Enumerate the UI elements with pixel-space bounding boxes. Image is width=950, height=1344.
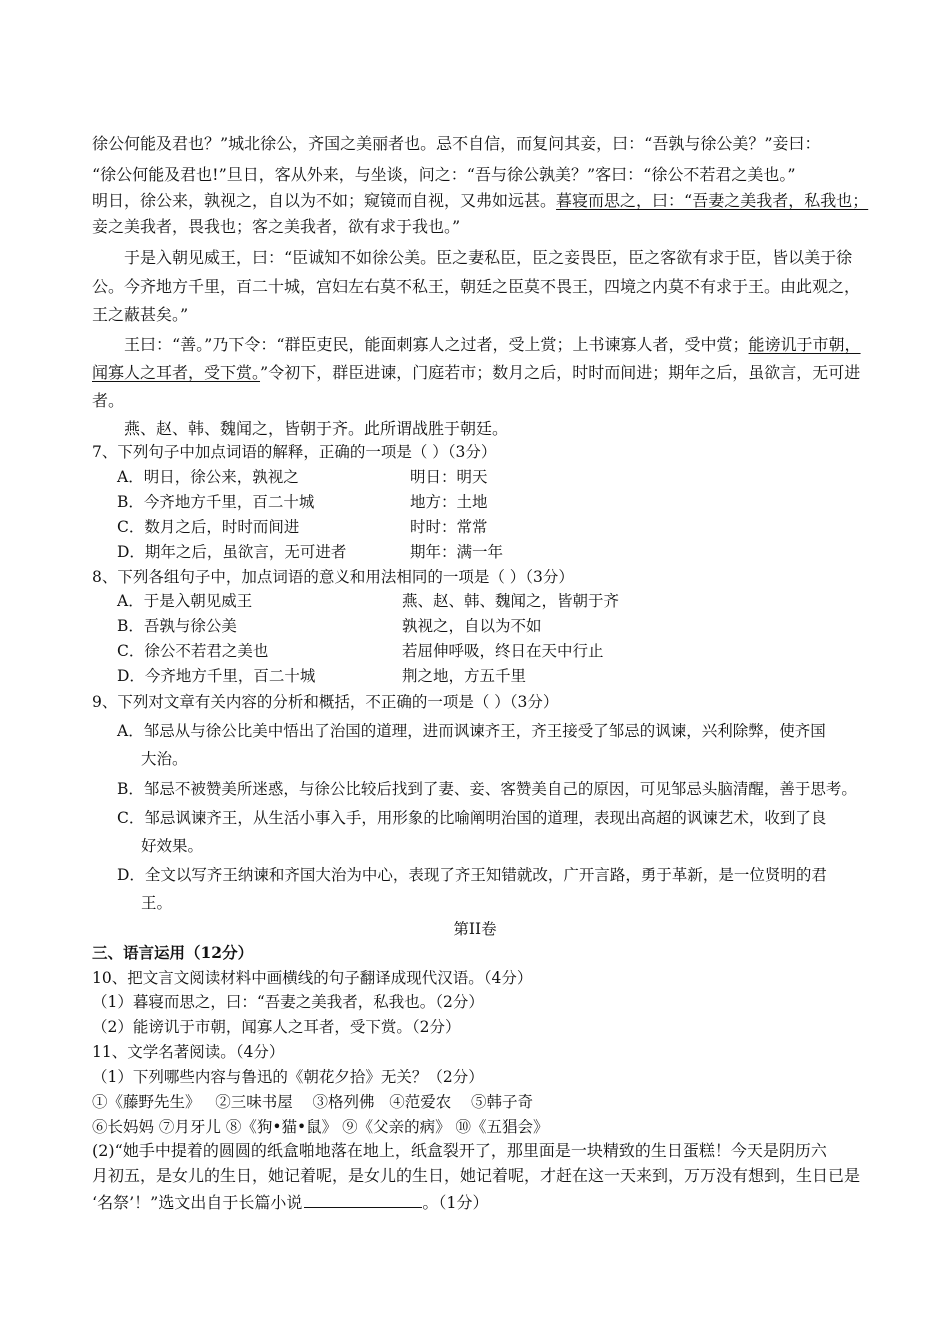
q10-sub-2: （2）能谤讥于市朝，闻寡人之耳者，受下赏。（2分） xyxy=(92,1018,461,1036)
underlined-sentence-2b: 闻寡人之耳者，受下赏。 xyxy=(92,363,261,382)
q8-option-b: B．吾孰与徐公美 孰视之，自以为不如 xyxy=(117,617,542,635)
q8-option-a: A．于是入朝见威王 燕、赵、韩、魏闻之，皆朝于齐 xyxy=(117,592,620,610)
q7-option-b: B．今齐地方千里，百二十城 地方：土地 xyxy=(117,493,488,511)
passage-line: 明日，徐公来，孰视之，自以为不如；窥镜而自视，又弗如远甚。暮寝而思之，曰：“吾妻之美我者，私我也； xyxy=(92,191,869,210)
passage-line: 者。 xyxy=(92,391,125,410)
underlined-sentence-2a: 能谤讥于市朝， xyxy=(748,335,861,354)
passage-line: 于是入朝见威王，曰：“臣诚知不如徐公美。臣之妻私臣，臣之妾畏臣，臣之客欲有求于臣，皆以美于徐 xyxy=(124,248,853,267)
q11-choices-row-1: ①《藤野先生》 ②三味书屋 ③格列佛 ④范爱农 ⑤韩子奇 xyxy=(92,1093,533,1111)
q8-option-c: C．徐公不若君之美也 若屈伸呼吸，终日在天中行止 xyxy=(117,642,604,660)
q10-sub-1: （1）暮寝而思之，曰：“吾妻之美我者，私我也。（2分） xyxy=(92,993,484,1011)
q9-option-a: A．邹忌从与徐公比美中悟出了治国的道理，进而讽谏齐王，齐王接受了邹忌的讽谏，兴利除弊，使齐国 xyxy=(117,722,826,740)
passage-line: 王之蔽甚矣。” xyxy=(92,305,189,324)
part-title: 第II卷 xyxy=(453,920,497,938)
q9-option-d: D．全文以写齐王纳谏和齐国大治为中心，表现了齐王知错就改，广开言路，勇于革新，是一位贤明的君 xyxy=(117,866,827,884)
q11-sub-1: （1）下列哪些内容与鲁迅的《朝花夕拾》无关？（2分） xyxy=(92,1068,484,1086)
q8-option-d: D．今齐地方千里，百二十城 荆之地，方五千里 xyxy=(117,667,527,685)
q11-choices-row-2: ⑥长妈妈 ⑦月牙儿 ⑧《狗•猫•鼠》 ⑨《父亲的病》 ⑩《五猖会》 xyxy=(92,1118,549,1136)
q11-sub-2-line: (2)“她手中提着的圆圆的纸盒啪地落在地上，纸盒裂开了，那里面是一块精致的生日蛋糕！今天是阴历六 xyxy=(92,1141,827,1160)
q9-option-b: B．邹忌不被赞美所迷惑，与徐公比较后找到了妻、妾、客赞美自己的原因，可见邹忌头脑清醒，善于思考。 xyxy=(117,780,857,798)
passage-line: 妾之美我者，畏我也；客之美我者，欲有求于我也。” xyxy=(92,217,461,236)
passage-line: 王曰：“善。”乃下令：“群臣吏民，能面刺寡人之过者，受上赏；上书谏寡人者，受中赏；能谤讥于市朝， xyxy=(124,335,861,354)
q9-option-c: C．邹忌讽谏齐王，从生活小事入手，用形象的比喻阐明治国的道理，表现出高超的讽谏艺术，收到了良 xyxy=(117,809,827,827)
q9-option-d-cont: 王。 xyxy=(141,894,173,912)
q11-sub-2-line: ‘名祭’！”选文出自于长篇小说 。（1分） xyxy=(92,1193,489,1212)
passage-line: 徐公何能及君也？”城北徐公，齐国之美丽者也。忌不自信，而复问其妾，曰：“吾孰与徐公美？”妾曰： xyxy=(92,134,821,153)
q8-stem: 8、下列各组句子中，加点词语的意义和用法相同的一项是（ ）（3分） xyxy=(92,568,574,586)
q9-option-c-cont: 好效果。 xyxy=(141,837,204,855)
passage-line: 闻寡人之耳者，受下赏。”令初下，群臣进谏，门庭若市；数月之后，时时而间进；期年之后，虽欲言，无可进 xyxy=(92,363,861,382)
q7-option-a: A．明日，徐公来，孰视之 明日：明天 xyxy=(117,468,488,486)
section-heading: 三、语言运用（12分） xyxy=(92,943,254,962)
passage-line: 公。今齐地方千里，百二十城，宫妇左右莫不私王，朝廷之臣莫不畏王，四境之内莫不有求于王。由此观之， xyxy=(92,277,861,296)
q9-stem: 9、下列对文章有关内容的分析和概括，不正确的一项是（ ）（3分） xyxy=(92,693,559,711)
q7-stem: 7、下列句子中加点词语的解释，正确的一项是（ ）（3分） xyxy=(92,443,497,461)
passage-line: “徐公何能及君也!”旦日，客从外来，与坐谈，问之：“吾与徐公孰美？”客曰：“徐公不若君之美也。” xyxy=(92,165,796,184)
passage-line: 燕、赵、韩、魏闻之，皆朝于齐。此所谓战胜于朝廷。 xyxy=(124,419,509,438)
q7-option-c: C．数月之后，时时而间进 时时：常常 xyxy=(117,518,488,536)
answer-blank[interactable] xyxy=(304,1191,422,1208)
underlined-sentence-1: 暮寝而思之，曰：“吾妻之美我者，私我也； xyxy=(556,191,869,210)
q7-option-d: D．期年之后，虽欲言，无可进者 期年：满一年 xyxy=(117,543,504,561)
q11-sub-2-line: 月初五，是女儿的生日，她记着呢，是女儿的生日，她记着呢，才赶在这一天来到，万万没有想到，生日已是 xyxy=(92,1166,861,1185)
q11-stem: 11、文学名著阅读。（4分） xyxy=(92,1043,285,1061)
q9-option-a-cont: 大治。 xyxy=(141,750,188,768)
q10-stem: 10、把文言文阅读材料中画横线的句子翻译成现代汉语。（4分） xyxy=(92,969,533,987)
